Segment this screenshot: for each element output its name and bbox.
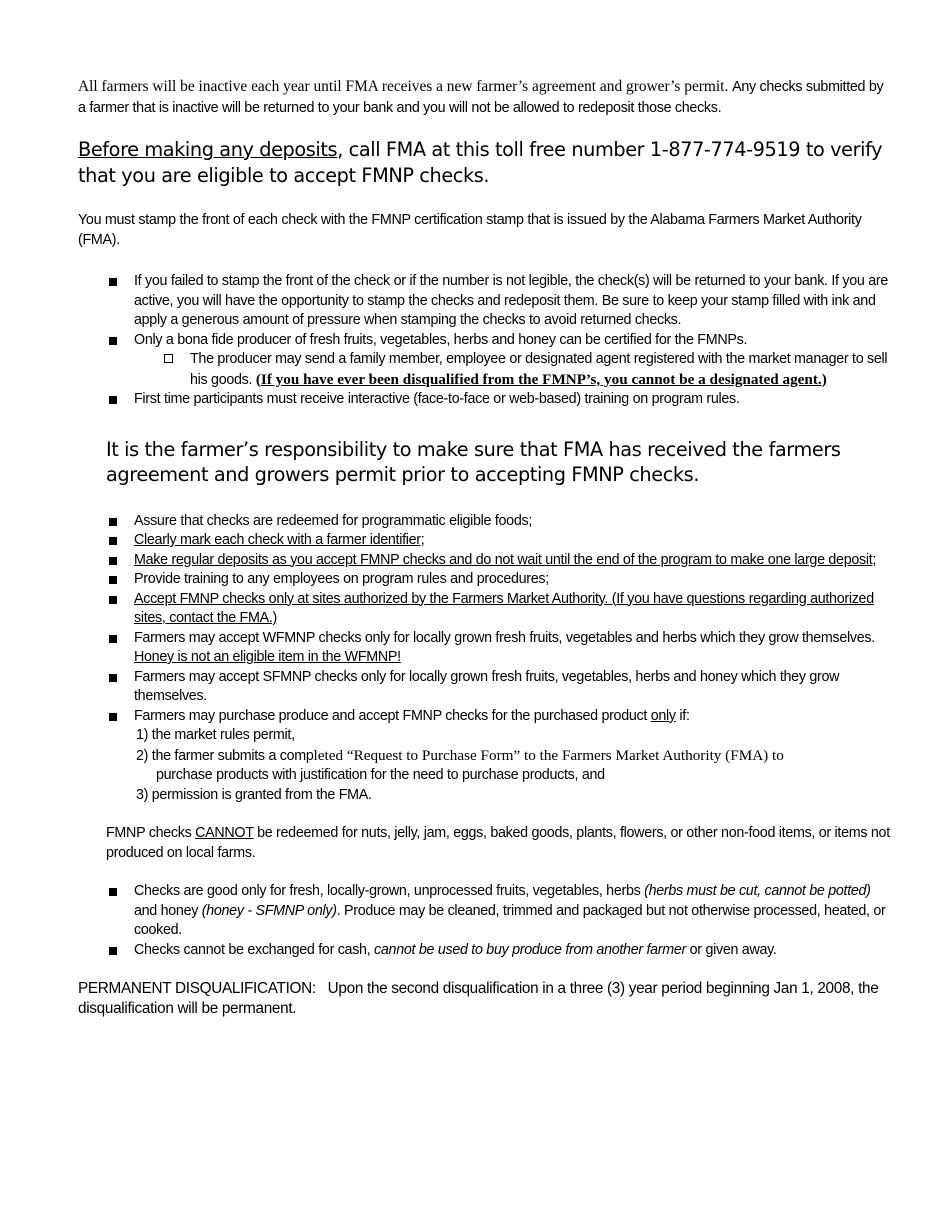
cannot-paragraph [106,824,893,863]
list-item [78,551,893,571]
condition-text: 2) the farmer submits a comp [136,747,314,764]
condition-text-serif: leted “Request to Purchase Form” to the Farmers Market Authority (FMA) to [313,746,784,764]
list-item-text: Checks cannot be exchanged for cash, [134,941,375,958]
condition-item [78,786,893,806]
herbs-note: (herbs must be cut, cannot be potted) [644,883,871,899]
sub-list-item-text: The producer may send a family member, employee or designated agent registered with the market manager to sell his goods. [190,351,888,388]
list-item [78,707,893,806]
list-item-text: Accept FMNP checks only at sites authorized by the Farmers Market Authority. (If you have questions regarding authorized sites, contact the FMA.) [134,590,874,626]
list-item [78,331,893,391]
rules-list-2 [78,512,893,806]
list-item-text: Clearly mark each check with a farmer identifier; [134,532,425,548]
deposit-heading-rest: , call FMA at this toll free number 1-877-774-9519 to verify that you are eligible to accept FMNP checks. [78,138,883,187]
permanent-text: Upon the second disqualification in a three (3) year period beginning Jan 1, 2008, the disqualification will be permanent. [78,980,883,1017]
produce-note: cannot be used to buy produce from another farmer [374,941,686,958]
condition-text-cont: purchase products with justification for the need to purchase products, and [156,767,605,783]
document-page [78,77,893,1019]
list-item: Provide training to any employees on program rules and procedures; [78,570,893,590]
list-item-text: . Produce may be cleaned, trimmed and packaged but not otherwise processed, heated, or cooked. [134,902,886,938]
purchase-conditions [134,726,893,805]
condition-item [78,746,893,786]
condition-text: 3) permission is granted from the FMA. [136,786,372,803]
list-item-text: Farmers may purchase produce and accept FMNP checks for the purchased product [134,707,651,724]
list-item-text: Farmers may accept WFMNP checks only for locally grown fresh fruits, vegetables and herbs which they grow themselves. [134,629,875,646]
sub-list [134,350,893,390]
list-item-text: Make regular deposits as you accept FMNP checks and do not wait until the end of the program to make one large deposit; [134,551,877,568]
sub-list-item [78,350,893,390]
cannot-text-before: FMNP checks [106,825,196,841]
condition-item [78,726,893,746]
permanent-label: PERMANENT DISQUALIFICATION: [78,980,316,997]
intro-sans-text: Any checks submitted by a farmer that is inactive will be returned to your bank and you will not be allowed to redeposit those checks. [78,79,884,116]
deposit-heading [78,137,893,188]
list-item: If you failed to stamp the front of the check or if the number is not legible, the check(s) will be returned to your bank. If you are active, you will have the opportunity to stamp the checks and redeposit them. Be sure to keep your stamp filled with ink and apply a generous amount of pressure when stamping the checks to avoid returned checks. [78,272,893,331]
list-item [78,882,893,941]
list-item-text: Checks are good only for fresh, locally-grown, unprocessed fruits, vegetables, herbs [134,883,645,899]
list-item-text-end: if: [675,707,690,724]
list-item [78,590,893,629]
designated-agent-warning: (If you have ever been disqualified from the FMNP’s, you cannot be a designated agent.) [255,370,827,388]
list-item-text: or given away. [685,941,777,958]
only-emphasis: only [650,707,676,724]
list-item-text: and honey [134,902,202,919]
permanent-disqualification [78,979,893,1019]
intro-serif-text: All farmers will be inactive each year until FMA receives a new farmer’s agreement and grower’s permit. [78,78,733,95]
cannot-emphasis: CANNOT [195,825,254,841]
deposit-heading-underlined: Before making any deposits [78,138,338,161]
list-item: Farmers may accept SFMNP checks only for locally grown fresh fruits, vegetables, herbs and honey which they grow themselves. [78,668,893,707]
list-item [78,941,893,961]
list-item [78,629,893,668]
stamp-paragraph: You must stamp the front of each check with the FMNP certification stamp that is issued by the Alabama Farmers Market Authority (FMA). [78,212,862,248]
list-item: First time participants must receive interactive (face-to-face or web-based) training on program rules. [78,390,893,410]
condition-text: 1) the market rules permit, [136,727,295,743]
list-item-text: Only a bona fide producer of fresh fruits, vegetables, herbs and honey can be certified for the FMNPs. [134,331,748,348]
rules-list-3 [78,882,893,960]
list-item [78,531,893,551]
honey-warning: Honey is not an eligible item in the WFMNP! [134,649,401,665]
intro-paragraph [78,77,893,118]
honey-note: (honey - SFMNP only) [201,902,337,919]
responsibility-heading: It is the farmer’s responsibility to make sure that FMA has received the farmers agreement and growers permit prior to accepting FMNP checks. [106,437,841,486]
list-item: Assure that checks are redeemed for programmatic eligible foods; [78,512,893,532]
cannot-text-after: be redeemed for nuts, jelly, jam, eggs, baked goods, plants, flowers, or other non-food items, or items not produced on local farms. [106,825,890,861]
rules-list-1 [78,272,893,410]
